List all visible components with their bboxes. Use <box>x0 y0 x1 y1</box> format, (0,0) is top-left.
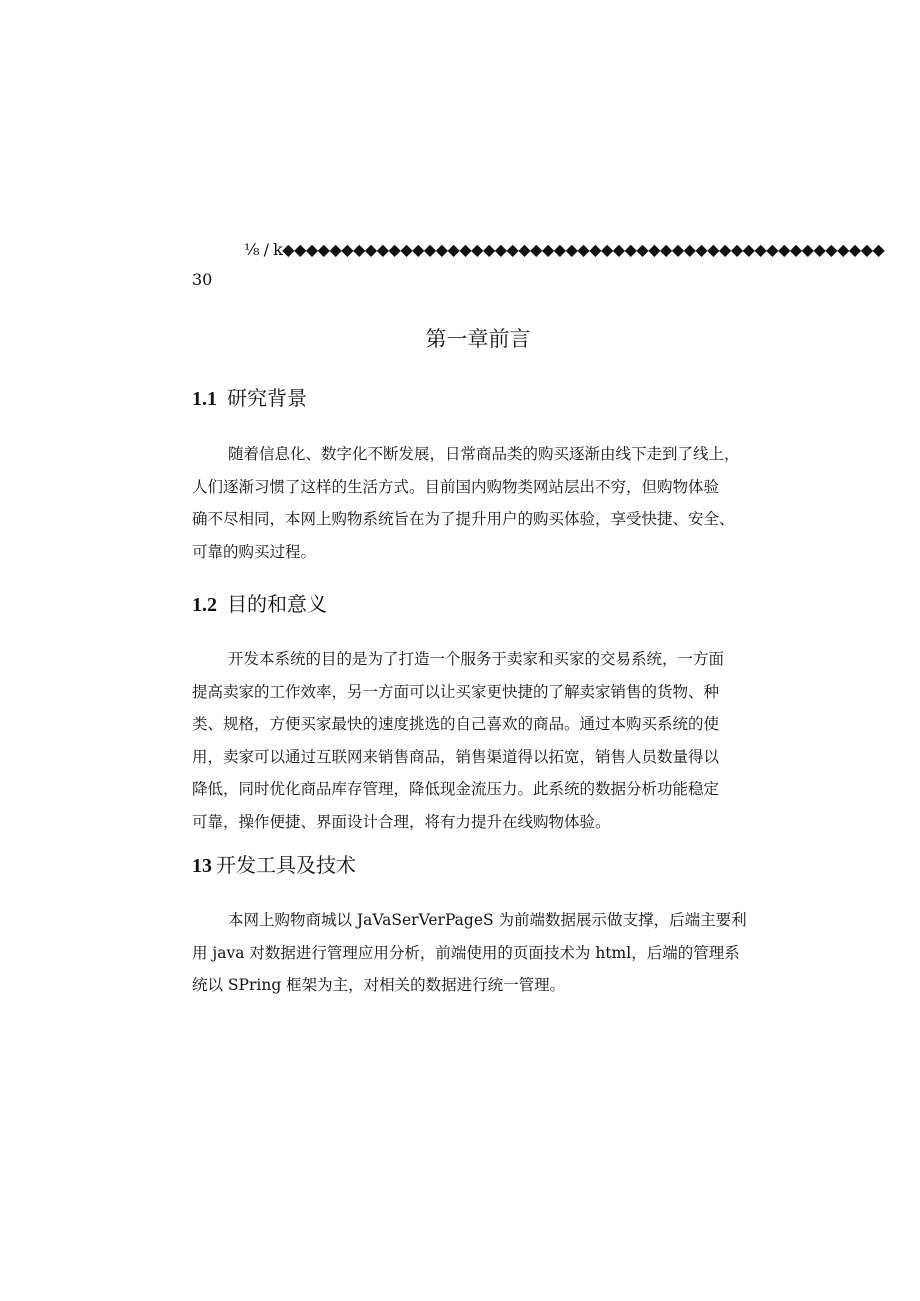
paragraph-line: 可靠，操作便捷、界面设计合理，将有力提升在线购物体验。 <box>192 812 611 831</box>
section-title: 目的和意义 <box>227 592 327 616</box>
toc-page-number: 30 <box>192 270 213 289</box>
paragraph-line: 确不尽相同，本网上购物系统旨在为了提升用户的购买体验，享受快捷、安全、 <box>192 510 735 528</box>
paragraph-line: 降低，同时优化商品库存管理，降低现金流压力。此系统的数据分析功能稳定 <box>192 780 720 798</box>
section-title: 开发工具及技术 <box>216 853 356 877</box>
chapter-title: 第一章前言 <box>425 327 531 351</box>
section-heading-1-3 <box>192 851 356 880</box>
section-number: 1.1 <box>192 388 217 410</box>
paragraph-line: 用，卖家可以通过互联网来销售商品，销售渠道得以拓宽，销售人员数量得以 <box>192 747 720 766</box>
section-number: 13 <box>192 855 212 877</box>
paragraph-line: 类、规格，方便买家最快的速度挑选的自己喜欢的商品。通过本购买系统的使 <box>192 715 720 733</box>
section-number: 1.2 <box>192 594 217 616</box>
paragraph-line: 统以 SPring 框架为主，对相关的数据进行统一管理。 <box>192 976 566 994</box>
paragraph-research-background <box>192 438 792 568</box>
paragraph-line: 开发本系统的目的是为了打造一个服务于卖家和买家的交易系统，一方面 <box>228 650 725 668</box>
paragraph-line: 本网上购物商城以 JaVaSerVerPageS 为前端数据展示做支撑，后端主要利 <box>228 911 747 929</box>
paragraph-line: 用 java 对数据进行管理应用分析，前端使用的页面技术为 html，后端的管理系 <box>192 943 740 962</box>
paragraph-tools-technology <box>192 904 792 1002</box>
paragraph-line: 提高卖家的工作效率，另一方面可以让买家更快捷的了解卖家销售的货物、种 <box>192 682 720 701</box>
paragraph-purpose <box>192 643 792 838</box>
toc-entry: ⅛ / k◆◆◆◆◆◆◆◆◆◆◆◆◆◆◆◆◆◆◆◆◆◆◆◆◆◆◆◆◆◆◆◆◆◆◆◆◆◆◆◆◆◆◆◆◆◆◆◆◆◆◆ <box>244 240 885 259</box>
section-title: 研究背景 <box>227 386 307 410</box>
section-heading-1-1 <box>192 384 307 413</box>
section-heading-1-2 <box>192 590 327 619</box>
paragraph-line: 可靠的购买过程。 <box>192 542 317 561</box>
paragraph-line: 人们逐渐习惯了这样的生活方式。目前国内购物类网站层出不穷，但购物体验 <box>192 477 720 496</box>
paragraph-line: 随着信息化、数字化不断发展，日常商品类的购买逐渐由线下走到了线上， <box>228 445 740 463</box>
